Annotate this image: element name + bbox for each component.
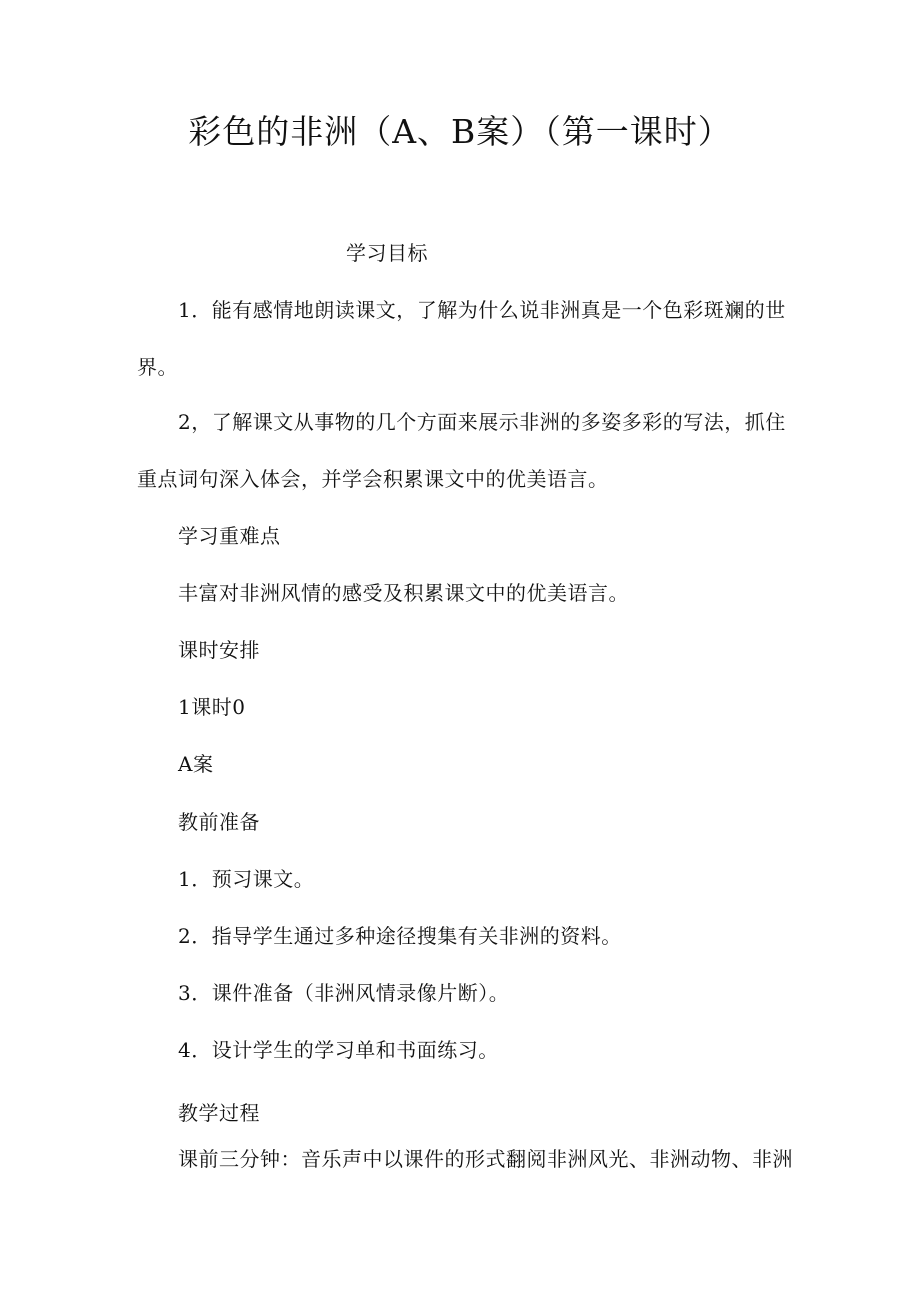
document-title: 彩色的非洲（A、B案）（第一课时）: [188, 112, 732, 151]
section-heading-preparation: 教前准备: [178, 810, 260, 834]
teaching-process-text: 课前三分钟：音乐声中以课件的形式翻阅非洲风光、非洲动物、非洲: [178, 1147, 793, 1171]
goal-2-line-2: 重点词句深入体会，并学会积累课文中的优美语言。: [137, 467, 609, 491]
section-heading-key-points: 学习重难点: [178, 524, 281, 548]
section-heading-learning-goals: 学习目标: [346, 241, 428, 265]
preparation-item-3: 3．课件准备（非洲风情录像片断）。: [178, 981, 510, 1005]
preparation-item-1: 1．预习课文。: [178, 867, 315, 891]
preparation-item-4: 4．设计学生的学习单和书面练习。: [178, 1038, 499, 1062]
goal-1-line-1: 1．能有感情地朗读课文，了解为什么说非洲真是一个色彩斑斓的世: [178, 298, 786, 322]
plan-a-heading: A案: [178, 752, 214, 776]
preparation-item-2: 2．指导学生通过多种途径搜集有关非洲的资料。: [178, 924, 622, 948]
section-heading-schedule: 课时安排: [178, 638, 260, 662]
goal-1-line-2: 界。: [137, 355, 178, 379]
section-heading-teaching-process: 教学过程: [178, 1101, 260, 1125]
schedule-text: 1课时0: [178, 695, 246, 719]
goal-2-line-1: 2，了解课文从事物的几个方面来展示非洲的多姿多彩的写法，抓住: [178, 410, 786, 434]
key-points-text: 丰富对非洲风情的感受及积累课文中的优美语言。: [178, 581, 629, 605]
